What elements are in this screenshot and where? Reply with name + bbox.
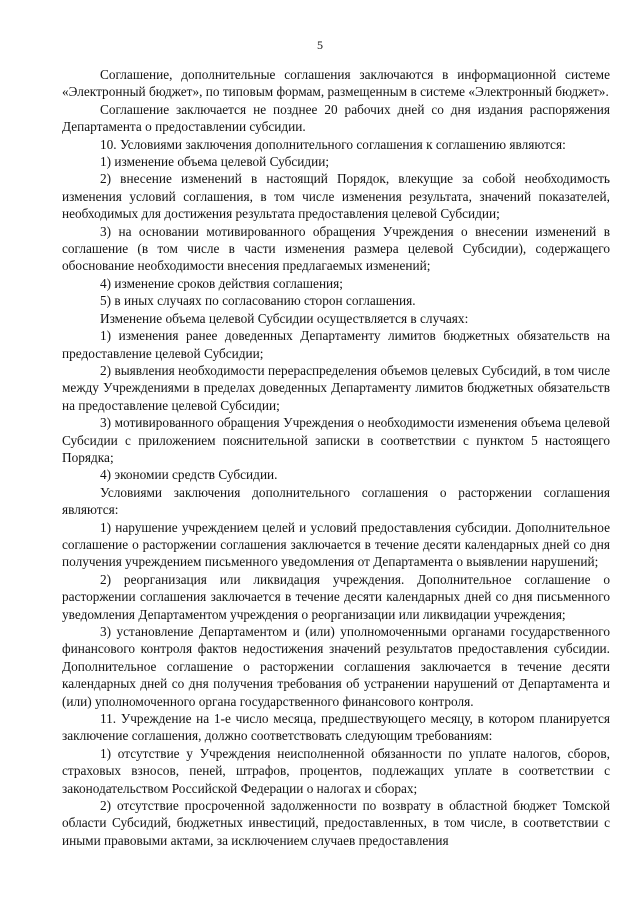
paragraph-clause-11: 11. Учреждение на 1-е число месяца, предшествующего месяцу, в котором планируется заключение соглашения, должно соответствовать следующим требованиям: [62, 711, 610, 744]
paragraph-clause-10: 10. Условиями заключения дополнительного соглашения к соглашению являются: [100, 136, 566, 152]
paragraph-subsidy-change-cases: Изменение объема целевой Субсидии осуществляется в случаях: [100, 310, 469, 326]
list-item: 3) мотивированного обращения Учреждения о необходимости изменения объема целевой Субсидии с приложением пояснительной записки в соответствии с пунктом 5 настоящего Порядка; [62, 415, 610, 465]
list-item: 2) отсутствие просроченной задолженности по возврату в областной бюджет Томской области Субсидий, бюджетных инвестиций, предоставленных, в том числе, в соответствии с иными правовыми актами, за исключением случаев предоставления [62, 798, 610, 848]
list-item: 1) изменение объема целевой Субсидии; [100, 154, 330, 170]
list-item: 3) на основании мотивированного обращения Учреждения о внесении изменений в соглашение (в том числе в части изменения размера целевой Субсидии), содержащего обоснование необходимости внесения предлагаемых изменений; [62, 223, 610, 274]
list-item: 2) внесение изменений в настоящий Порядок, влекущие за собой необходимость изменения условий соглашения, в том числе изменения результата, значений показателей, необходимых для достижения результата предоставления целевой Субсидии; [62, 171, 610, 222]
list-item: 1) отсутствие у Учреждения неисполненной обязанности по уплате налогов, сборов, страховых взносов, пеней, штрафов, процентов, подлежащих уплате в соответствии с законодательством Российской Федерации о налогах и сборах; [62, 745, 610, 796]
list-item: 4) изменение сроков действия соглашения; [100, 275, 343, 291]
document-body [62, 66, 610, 849]
paragraph-termination-conditions: Условиями заключения дополнительного соглашения о расторжении соглашения являются: [62, 484, 610, 518]
list-item: 1) нарушение учреждением целей и условий предоставления субсидии. Дополнительное соглашение о расторжении соглашения заключается в течение десяти календарных дней со дня получения учреждением письменного уведомления от Департамента о выявлении нарушений; [62, 519, 610, 570]
list-item: 3) установление Департаментом и (или) уполномоченными органами государственного финансового контроля фактов недостижения значений результатов предоставления субсидии. Дополнительное соглашение о расторжении соглашения заключается в течение десяти календарных дней со дня получения требования об устранении нарушений от Департамента и (или) уполномоченного органа государственного финансового контроля. [62, 624, 610, 709]
page-number: 5 [317, 38, 323, 52]
list-item: 2) реорганизация или ликвидация учреждения. Дополнительное соглашение о расторжении соглашения заключается в течение десяти календарных дней со дня письменного уведомления Департаментом учреждения о реорганизации или ликвидации учреждения; [62, 571, 610, 622]
list-item: 1) изменения ранее доведенных Департаменту лимитов бюджетных обязательств на предоставление целевой Субсидии; [62, 328, 610, 361]
list-item: 5) в иных случаях по согласованию сторон соглашения. [100, 293, 416, 309]
list-item: 2) выявления необходимости перераспределения объемов целевых Субсидий, в том числе между Учреждениями в пределах доведенных Департаменту лимитов бюджетных обязательств на предоставление целевой Субсидии; [62, 362, 610, 413]
list-item: 4) экономии средств Субсидии. [100, 467, 278, 483]
paragraph-agreement-deadline: Соглашение заключается не позднее 20 рабочих дней со дня издания распоряжения Департамента о предоставлении субсидии. [62, 101, 610, 135]
paragraph-electronic-budget: Соглашение, дополнительные соглашения заключаются в информационной системе «Электронный бюджет», по типовым формам, размещенным в системе «Электронный бюджет». [62, 67, 610, 100]
